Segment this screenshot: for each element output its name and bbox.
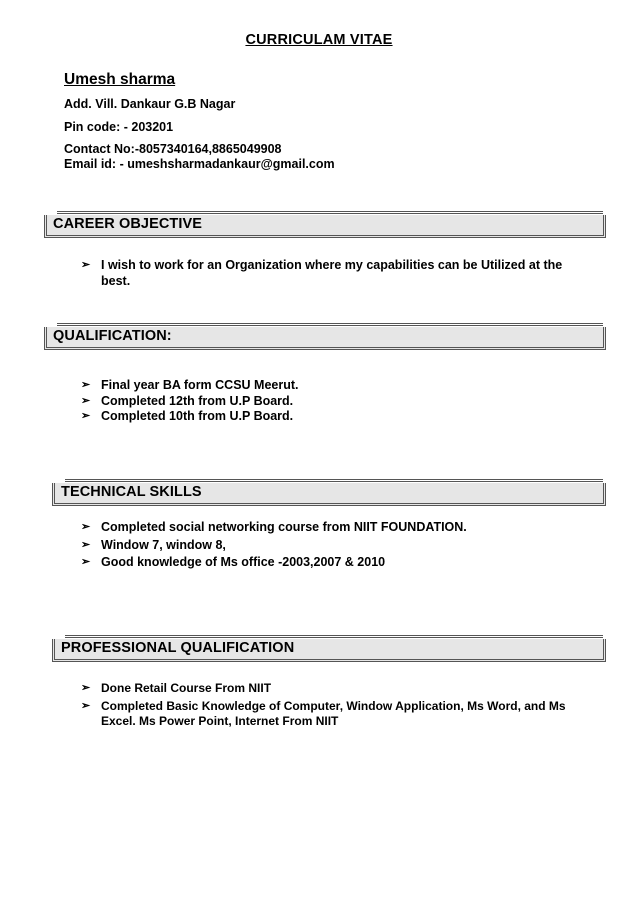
section-divider	[65, 635, 603, 638]
email-line: Email id: - umeshsharmadankaur@gmail.com	[64, 157, 335, 171]
pincode-line: Pin code: - 203201	[64, 120, 174, 134]
arrow-bullet-icon: ➢	[81, 538, 91, 551]
document-title: CURRICULAM VITAE	[245, 32, 393, 48]
section-divider	[57, 211, 603, 214]
contact-line: Contact No:-8057340164,8865049908	[64, 142, 282, 156]
list-item-text: Completed 12th from U.P Board.	[101, 393, 294, 408]
list-item	[81, 681, 571, 697]
arrow-bullet-icon: ➢	[81, 259, 91, 271]
section-header-technical-skills	[52, 483, 606, 506]
section-title: CAREER OBJECTIVE	[53, 216, 203, 232]
list-item-text: Completed Basic Knowledge of Computer, Window Application, Ms Word, and Ms Excel. Ms Power Point, Internet From NIIT	[101, 698, 566, 728]
list-item	[81, 555, 591, 571]
list-item	[81, 258, 581, 289]
section-divider	[57, 323, 603, 326]
arrow-bullet-icon: ➢	[81, 410, 91, 422]
address-line: Add. Vill. Dankaur G.B Nagar	[64, 97, 236, 111]
career-list	[81, 258, 581, 289]
section-title: QUALIFICATION:	[53, 328, 172, 344]
list-item	[81, 394, 581, 410]
list-item-text: Window 7, window 8,	[101, 537, 226, 552]
section-header-career	[44, 215, 606, 238]
list-item	[81, 409, 581, 425]
section-divider	[65, 479, 603, 482]
arrow-bullet-icon: ➢	[81, 379, 91, 391]
list-item-text: I wish to work for an Organization where my capabilities can be Utilized at the best.	[101, 258, 563, 288]
arrow-bullet-icon: ➢	[81, 394, 91, 407]
section-header-qualification	[44, 327, 606, 350]
list-item-text: Good knowledge of Ms office -2003,2007 & 2010	[101, 555, 386, 569]
qualification-list	[81, 378, 581, 425]
list-item-text: Completed social networking course from NIIT FOUNDATION.	[101, 520, 467, 534]
arrow-bullet-icon: ➢	[81, 556, 91, 568]
arrow-bullet-icon: ➢	[81, 682, 91, 694]
section-header-professional-qualification	[52, 639, 606, 662]
section-title: PROFESSIONAL QUALIFICATION	[61, 640, 295, 656]
candidate-name: Umesh sharma	[64, 71, 176, 88]
list-item-text: Completed 10th from U.P Board.	[101, 409, 294, 423]
arrow-bullet-icon: ➢	[81, 521, 91, 533]
list-item	[81, 378, 581, 394]
technical-skills-list	[81, 520, 591, 571]
professional-qualification-list	[81, 681, 571, 730]
list-item	[81, 699, 571, 730]
section-title: TECHNICAL SKILLS	[61, 484, 202, 500]
list-item-text: Done Retail Course From NIIT	[101, 681, 272, 695]
arrow-bullet-icon: ➢	[81, 699, 91, 712]
list-item	[81, 520, 591, 536]
list-item	[81, 538, 591, 554]
list-item-text: Final year BA form CCSU Meerut.	[101, 378, 299, 392]
